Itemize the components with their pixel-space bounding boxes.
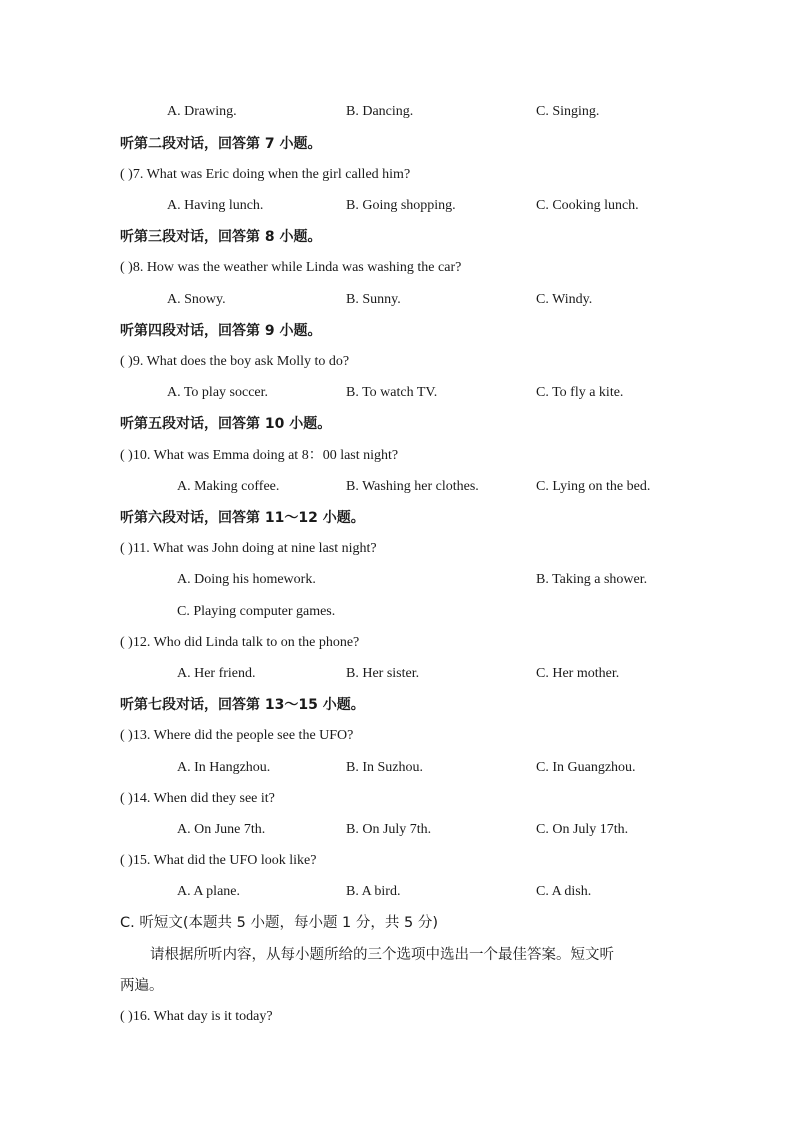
q9-option-a: A. To play soccer. (167, 385, 269, 400)
part-c-heading: C. 听短文(本题共 5 小题，每小题 1 分，共 5 分) (120, 915, 438, 931)
q11-option-b: B. Taking a shower. (536, 572, 648, 587)
q6-option-b: B. Dancing. (346, 104, 414, 119)
q12-option-a: A. Her friend. (177, 666, 256, 681)
question-15: ( )15. What did the UFO look like? (120, 853, 317, 868)
question-13: ( )13. Where did the people see the UFO? (120, 728, 354, 743)
q6-option-a: A. Drawing. (167, 104, 237, 119)
q6-options-row (0, 100, 794, 124)
q15-options-row (0, 880, 794, 904)
q10-option-c: C. Lying on the bed. (536, 479, 651, 494)
q7-options-row (0, 194, 794, 218)
section-heading-5: 听第五段对话，回答第 10 小题。 (120, 416, 332, 432)
q7-option-c: C. Cooking lunch. (536, 198, 639, 213)
question-16: ( )16. What day is it today? (120, 1009, 273, 1024)
q15-option-b: B. A bird. (346, 884, 401, 899)
q12-option-b: B. Her sister. (346, 666, 420, 681)
q7-option-b: B. Going shopping. (346, 198, 456, 213)
q14-option-a: A. On June 7th. (177, 822, 266, 837)
question-12: ( )12. Who did Linda talk to on the phone? (120, 635, 360, 650)
q7-option-a: A. Having lunch. (167, 198, 264, 213)
q12-options-row (0, 662, 794, 686)
q13-options-row (0, 756, 794, 780)
question-10: ( )10. What was Emma doing at 8：00 last night? (120, 448, 399, 463)
instruction-line-2: 两遍。 (120, 978, 164, 994)
q8-option-a: A. Snowy. (167, 292, 226, 307)
section-heading-4: 听第四段对话，回答第 9 小题。 (120, 323, 322, 339)
q8-option-c: C. Windy. (536, 292, 593, 307)
q14-option-b: B. On July 7th. (346, 822, 432, 837)
q8-option-b: B. Sunny. (346, 292, 401, 307)
q14-option-c: C. On July 17th. (536, 822, 629, 837)
q13-option-a: A. In Hangzhou. (177, 760, 271, 775)
q14-options-row (0, 818, 794, 842)
q6-option-c: C. Singing. (536, 104, 600, 119)
section-heading-7: 听第七段对话，回答第 13～15 小题。 (120, 697, 365, 713)
q10-options-row (0, 475, 794, 499)
instruction-line-1: 请根据所听内容，从每小题所给的三个选项中选出一个最佳答案。短文听 (150, 947, 614, 963)
q9-option-b: B. To watch TV. (346, 385, 438, 400)
q11-option-a: A. Doing his homework. (177, 572, 316, 587)
q11-option-c: C. Playing computer games. (177, 604, 336, 619)
q12-option-c: C. Her mother. (536, 666, 620, 681)
section-heading-6: 听第六段对话，回答第 11～12 小题。 (120, 510, 365, 526)
q11-options-row-1 (0, 568, 794, 592)
q15-option-c: C. A dish. (536, 884, 592, 899)
section-heading-3: 听第三段对话，回答第 8 小题。 (120, 229, 322, 245)
question-11: ( )11. What was John doing at nine last night? (120, 541, 377, 556)
q8-options-row (0, 288, 794, 312)
q15-option-a: A. A plane. (177, 884, 240, 899)
question-8: ( )8. How was the weather while Linda was washing the car? (120, 260, 462, 275)
question-7: ( )7. What was Eric doing when the girl called him? (120, 167, 411, 182)
section-heading-2: 听第二段对话，回答第 7 小题。 (120, 136, 322, 152)
q11-options-row-2 (0, 600, 794, 624)
question-9: ( )9. What does the boy ask Molly to do? (120, 354, 350, 369)
q10-option-a: A. Making coffee. (177, 479, 280, 494)
q9-options-row (0, 381, 794, 405)
question-14: ( )14. When did they see it? (120, 791, 275, 806)
q13-option-b: B. In Suzhou. (346, 760, 423, 775)
q13-option-c: C. In Guangzhou. (536, 760, 636, 775)
q10-option-b: B. Washing her clothes. (346, 479, 479, 494)
q9-option-c: C. To fly a kite. (536, 385, 624, 400)
